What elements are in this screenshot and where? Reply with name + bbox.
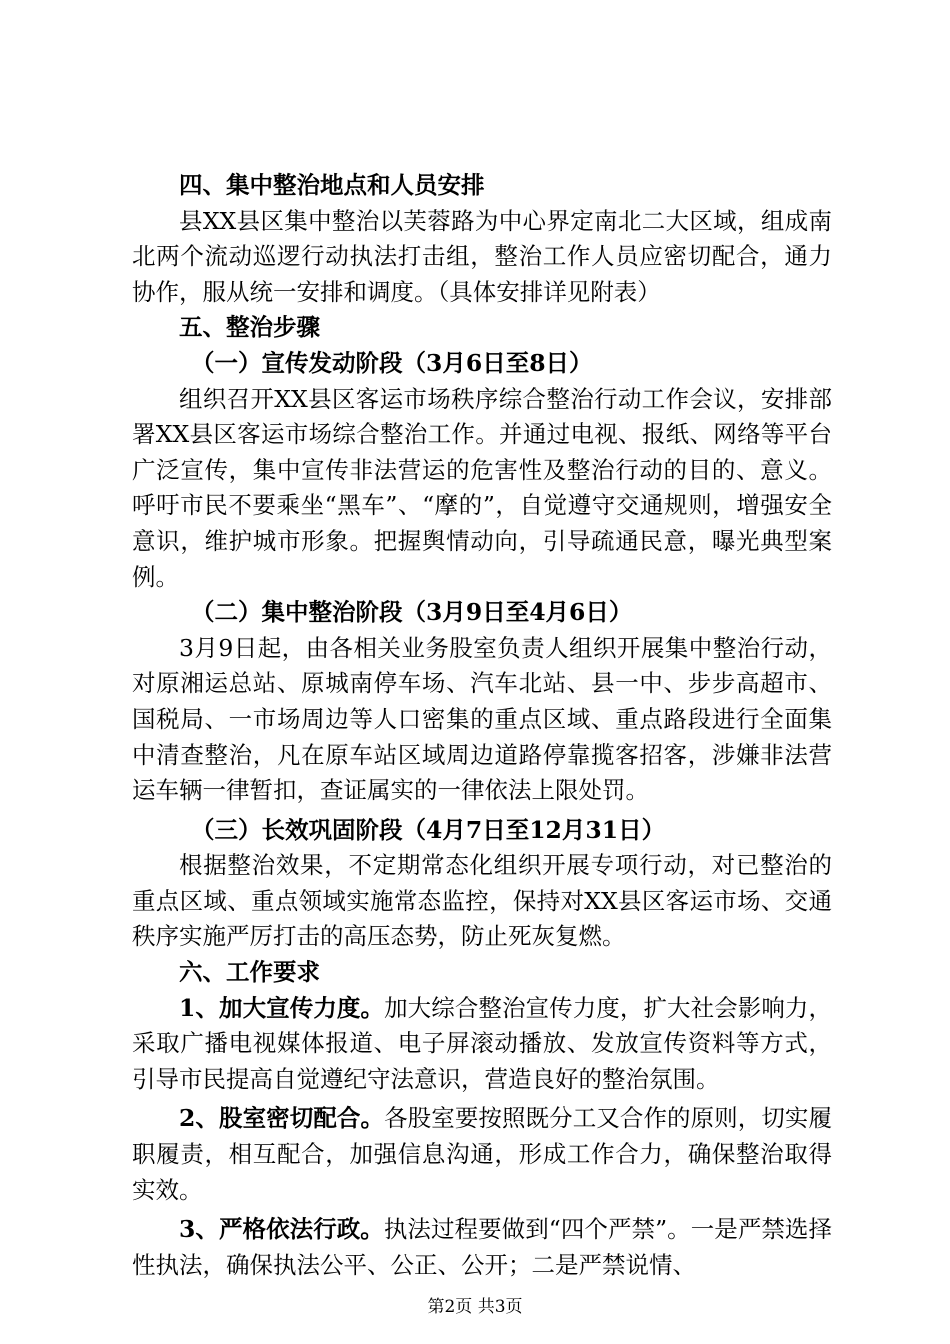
step-paragraph-3: 根据整治效果，不定期常态化组织开展专项行动，对已整治的重点区域、重点领域实施常态监控，保持对XX县区客运市场、交通秩序实施严厉打击的高压态势，防止死灰复燃。 xyxy=(132,851,832,951)
requirement-3 xyxy=(132,1212,832,1283)
document-body xyxy=(132,168,832,1283)
section-heading-6: 六、工作要求 xyxy=(179,958,320,987)
requirement-1-lead: 1、加大宣传力度。 xyxy=(179,993,385,1022)
requirement-1-text: 加大综合整治宣传力度，扩大社会影响力，采取广播电视媒体报道、电子屏滚动播放、发放宣传资料等方式，引导市民提高自觉遵纪守法意识，营造良好的整治氛围。 xyxy=(132,993,833,1093)
requirement-3-lead: 3、严格依法行政。 xyxy=(179,1215,384,1244)
step-heading-3: （三）长效巩固阶段（4月7日至12月31日） xyxy=(191,815,666,844)
step-paragraph-2: 3月9日起，由各相关业务股室负责人组织开展集中整治行动，对原湘运总站、原城南停车场、汽车北站、县一中、步步高超市、国税局、一市场周边等人口密集的重点区域、重点路段进行全面集中清查整治，凡在原车站区域周边道路停靠揽客招客，涉嫌非法营运车辆一律暂扣，查证属实的一律依法上限处罚。 xyxy=(132,633,832,805)
step-heading-2: （二）集中整治阶段（3月9日至4月6日） xyxy=(191,598,633,627)
section-heading-5: 五、整治步骤 xyxy=(179,313,320,342)
section-heading-4: 四、集中整治地点和人员安排 xyxy=(179,171,485,199)
requirement-1 xyxy=(132,991,832,1098)
step-heading-1: （一）宣传发动阶段（3月6日至8日） xyxy=(191,348,593,377)
requirement-2-lead: 2、股室密切配合。 xyxy=(179,1104,385,1133)
requirement-2-text: 各股室要按照既分工又合作的原则，切实履职履责，相互配合，加强信息沟通，形成工作合力，确保整治取得实效。 xyxy=(132,1104,833,1204)
section-paragraph-4: 县XX县区集中整治以芙蓉路为中心界定南北二大区域，组成南北两个流动巡逻行动执法打击组，整治工作人员应密切配合，通力协作，服从统一安排和调度。（具体安排详见附表） xyxy=(132,206,832,306)
requirement-2 xyxy=(132,1101,832,1208)
step-paragraph-1: 组织召开XX县区客运市场秩序综合整治行动工作会议，安排部署XX县区客运市场综合整治工作。并通过电视、报纸、网络等平台广泛宣传，集中宣传非法营运的危害性及整治行动的目的、意义。呼吁市民不要乘坐“黑车”、“摩的”，自觉遵守交通规则，增强安全意识，维护城市形象。把握舆情动向，引导疏通民意，曝光典型案例。 xyxy=(132,384,832,591)
requirement-3-text: 执法过程要做到“四个严禁”。一是严禁选择性执法，确保执法公平、公正、公开；二是严禁说情、 xyxy=(132,1215,832,1279)
page-number-footer: 第2页 共3页 xyxy=(427,1297,523,1317)
